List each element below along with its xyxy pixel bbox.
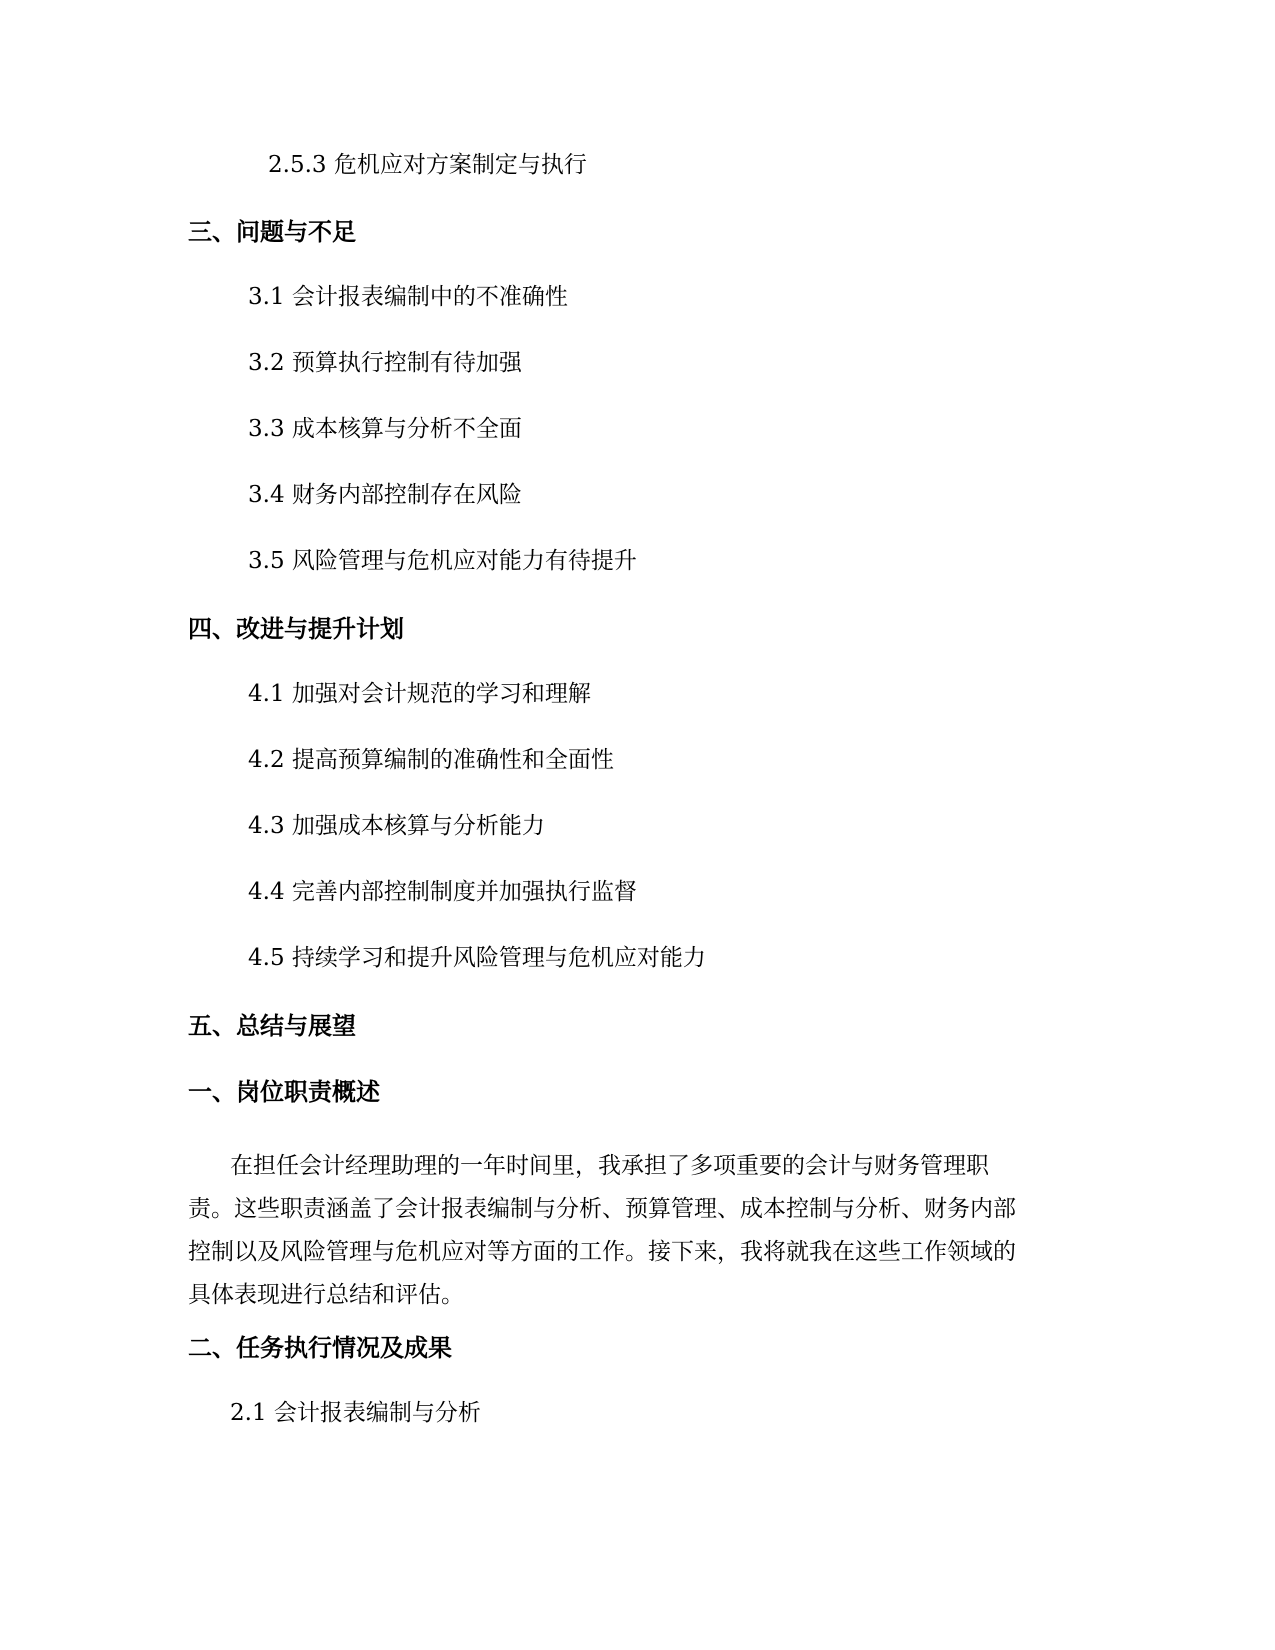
heading-section-5: 五、总结与展望 <box>188 1012 356 1040</box>
subsection-4-2: 4.2 提高预算编制的准确性和全面性 <box>248 747 614 773</box>
subsection-4-4: 4.4 完善内部控制制度并加强执行监督 <box>248 879 637 905</box>
subsection-3-5: 3.5 风险管理与危机应对能力有待提升 <box>248 548 637 574</box>
heading-section-3: 三、问题与不足 <box>188 218 356 246</box>
paragraph-line-2: 责。这些职责涵盖了会计报表编制与分析、预算管理、成本控制与分析、财务内部 <box>188 1196 1016 1222</box>
subsection-2-1: 2.1 会计报表编制与分析 <box>230 1400 481 1426</box>
subsection-3-3: 3.3 成本核算与分析不全面 <box>248 416 522 442</box>
paragraph-line-1: 在担任会计经理助理的一年时间里，我承担了多项重要的会计与财务管理职 <box>230 1153 989 1179</box>
heading-section-4: 四、改进与提升计划 <box>188 615 404 643</box>
subsection-4-1: 4.1 加强对会计规范的学习和理解 <box>248 681 591 707</box>
heading-section-1: 一、岗位职责概述 <box>188 1078 380 1106</box>
overview-paragraph <box>188 1145 1088 1317</box>
subsection-4-3: 4.3 加强成本核算与分析能力 <box>248 813 545 839</box>
heading-section-2: 二、任务执行情况及成果 <box>188 1334 452 1362</box>
paragraph-line-3: 控制以及风险管理与危机应对等方面的工作。接下来，我将就我在这些工作领域的 <box>188 1239 1016 1265</box>
subsection-3-1: 3.1 会计报表编制中的不准确性 <box>248 284 568 310</box>
subsection-4-5: 4.5 持续学习和提升风险管理与危机应对能力 <box>248 945 706 971</box>
paragraph-line-4: 具体表现进行总结和评估。 <box>188 1282 464 1308</box>
subsection-3-4: 3.4 财务内部控制存在风险 <box>248 482 522 508</box>
subsection-3-2: 3.2 预算执行控制有待加强 <box>248 350 522 376</box>
subsection-2-5-3: 2.5.3 危机应对方案制定与执行 <box>268 152 587 178</box>
